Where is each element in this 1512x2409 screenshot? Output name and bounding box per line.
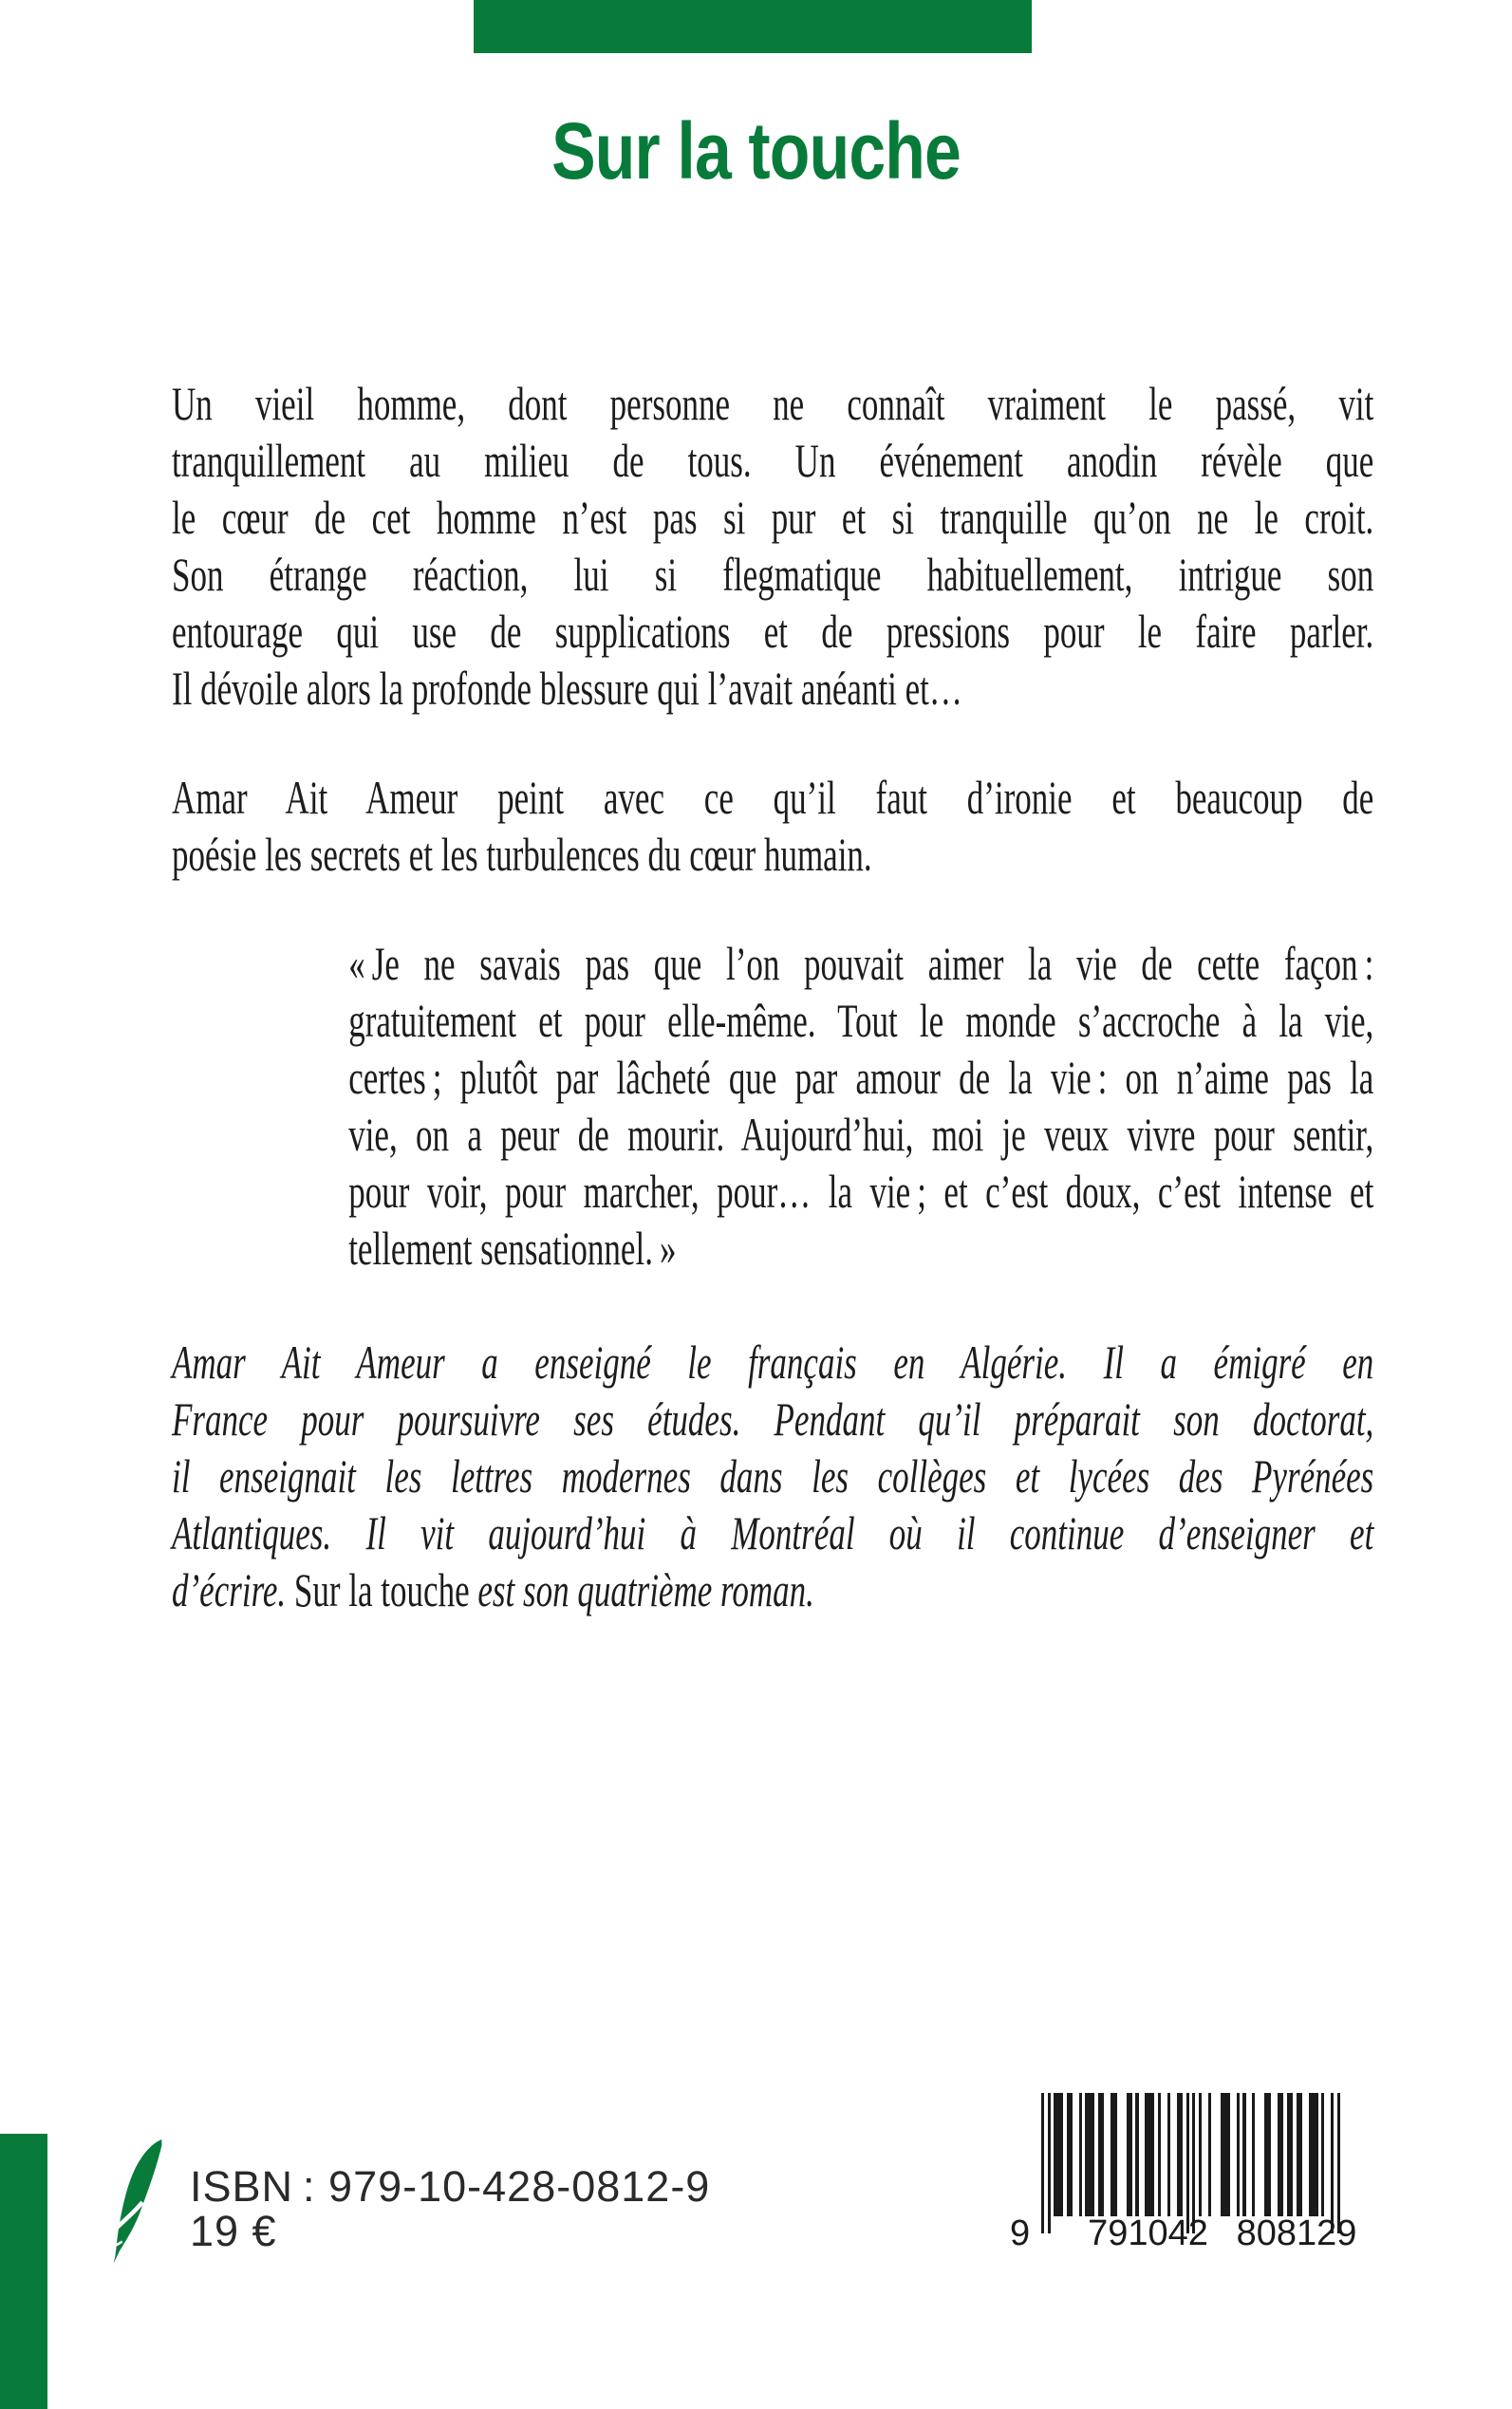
barcode-bar — [1054, 2093, 1063, 2216]
price-text: 19 € — [190, 2207, 277, 2255]
synopsis-paragraph-1 — [172, 375, 1373, 717]
text-line: d’écrire. Sur la touche est son quatrième roman. — [172, 1563, 814, 1616]
text-line: le cœur de cet homme n’est pas si pur et si tranquille qu’on ne le croit. — [172, 491, 1374, 544]
barcode-bar — [1297, 2093, 1303, 2216]
barcode-bar — [1309, 2093, 1318, 2216]
text-line: France pour poursuivre ses études. Pendant qu’il préparait son doctorat, — [172, 1392, 1374, 1446]
synopsis-paragraph-2 — [172, 769, 1373, 883]
barcode-bar — [1048, 2093, 1051, 2233]
text-line: poésie les secrets et les turbulences du cœur humain. — [172, 828, 872, 881]
barcode-bar — [1264, 2093, 1271, 2216]
text-line: Un vieil homme, dont personne ne connaît vraiment le passé, vit — [172, 377, 1374, 430]
imprint-block — [190, 2164, 710, 2253]
barcode-bar — [1337, 2093, 1340, 2233]
barcode-bar — [1135, 2093, 1138, 2216]
title-mention: Sur la touche — [293, 1563, 470, 1616]
barcode-bar — [1221, 2093, 1230, 2216]
text-line: Amar Ait Ameur a enseigné le français en Algérie. Il a émigré en — [172, 1335, 1374, 1389]
barcode-bar — [1041, 2093, 1044, 2233]
barcode-bars — [1041, 2093, 1340, 2233]
author-bio — [172, 1334, 1373, 1618]
barcode-bar — [1145, 2093, 1154, 2216]
barcode-bar — [1192, 2093, 1195, 2233]
barcode-bar — [1287, 2093, 1294, 2216]
body-text — [172, 375, 1373, 1671]
text-line: tranquillement au milieu de tous. Un événement anodin révèle que — [172, 434, 1374, 487]
isbn-text: ISBN : 979-10-428-0812-9 — [190, 2162, 711, 2211]
barcode-bar — [1237, 2093, 1240, 2216]
excerpt-quote — [172, 935, 1373, 1277]
barcode-bar — [1242, 2093, 1245, 2216]
text-line: Atlantiques. Il vit aujourd’hui à Montréal où il continue d’enseigner et — [172, 1506, 1374, 1559]
barcode-bar — [1177, 2093, 1184, 2216]
barcode-digits-right-group: 808129 — [1236, 2213, 1357, 2253]
barcode-bar — [1158, 2093, 1161, 2216]
barcode-bar — [1331, 2093, 1334, 2233]
text-line: certes ; plutôt par lâcheté que par amour de la vie : on n’aime pas la — [348, 1051, 1374, 1104]
barcode-bar — [1186, 2093, 1189, 2233]
barcode-bar — [1111, 2093, 1117, 2216]
barcode-bar — [1321, 2093, 1324, 2216]
text-line: Amar Ait Ameur peint avec ce qu’il faut d’ironie et beaucoup de — [172, 771, 1374, 824]
text-line: gratuitement et pour elle-même. Tout le monde s’accroche à la vie, — [348, 994, 1374, 1047]
text-line: vie, on a peur de mourir. Aujourd’hui, moi je veux vivre pour sentir, — [348, 1108, 1374, 1161]
text-line: pour voir, pour marcher, pour… la vie ; et c’est doux, c’est intense et — [348, 1165, 1374, 1218]
text-line: Il dévoile alors la profonde blessure qui l’avait anéanti et… — [172, 662, 962, 715]
publisher-green-sidebar — [0, 2134, 47, 2409]
text-line: Son étrange réaction, lui si flegmatique habituellement, intrigue son — [172, 548, 1374, 601]
top-green-band — [474, 0, 1032, 53]
barcode-bar — [1067, 2093, 1073, 2216]
barcode-bar — [1167, 2093, 1170, 2216]
text-line: « Je ne savais pas que l’on pouvait aimer la vie de cette façon : — [348, 937, 1374, 990]
barcode-digit-leading: 9 — [1010, 2213, 1031, 2253]
barcode-bar — [1252, 2093, 1255, 2216]
text-line: entourage qui use de supplications et de pressions pour le faire parler. — [172, 605, 1374, 658]
quill-feather-icon — [106, 2138, 165, 2263]
barcode-bar — [1085, 2093, 1094, 2216]
barcode-bar — [1208, 2093, 1211, 2216]
title-row — [0, 106, 1512, 215]
barcode-bar — [1127, 2093, 1133, 2216]
text-line: tellement sensationnel. » — [348, 1222, 677, 1275]
barcode-bar — [1098, 2093, 1105, 2216]
barcode-digits-left-group: 791042 — [1088, 2213, 1208, 2253]
barcode-bar — [1079, 2093, 1082, 2216]
barcode-bar — [1278, 2093, 1284, 2216]
book-title: Sur la touche — [551, 106, 961, 196]
text-line: il enseignait les lettres modernes dans les collèges et lycées des Pyrénées — [172, 1449, 1374, 1503]
ean13-barcode — [1010, 2093, 1361, 2254]
barcode-bar — [1199, 2093, 1202, 2216]
